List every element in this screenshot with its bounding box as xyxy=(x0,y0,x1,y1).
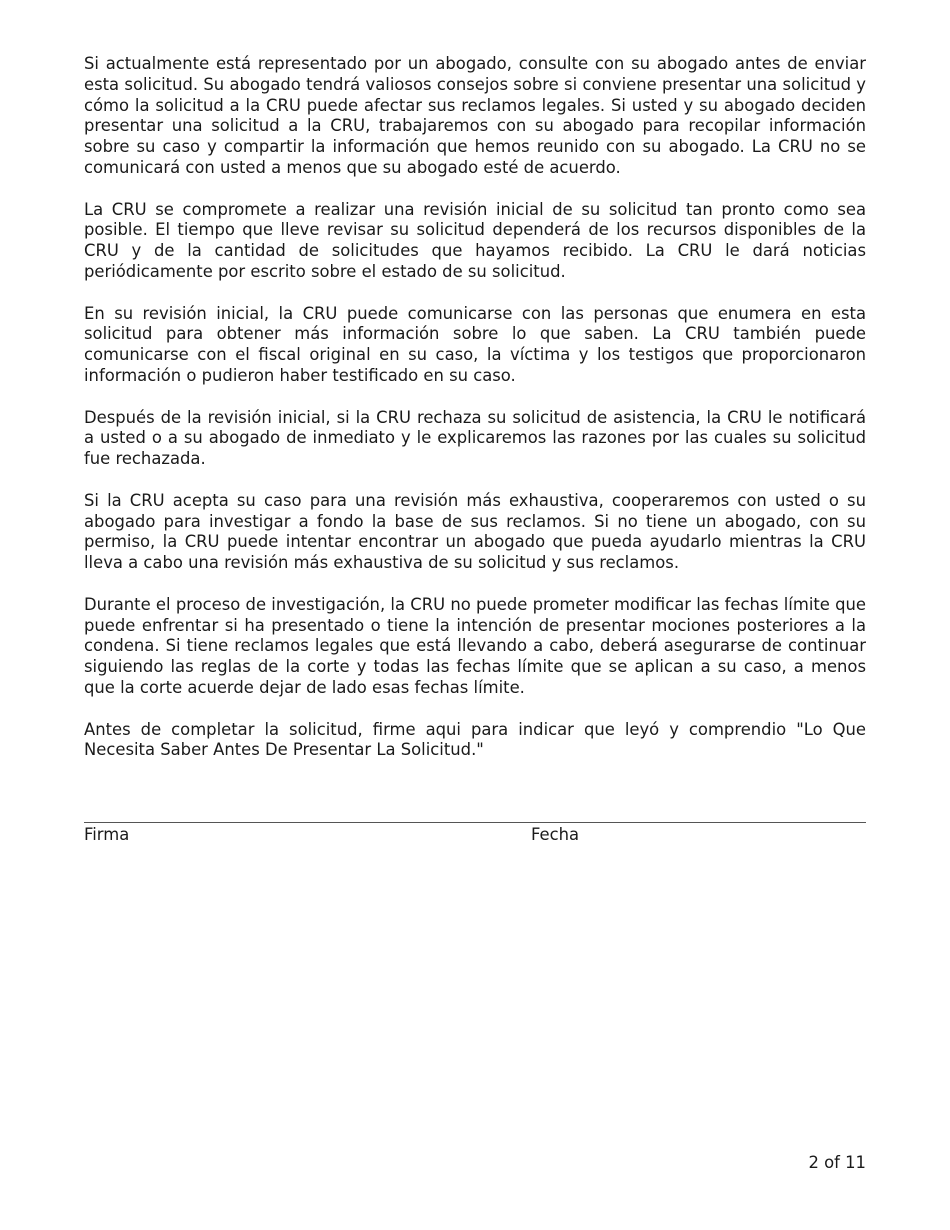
signature-line[interactable] xyxy=(84,822,866,844)
paragraph-attorney-consult: Si actualmente está representado por un abogado, consulte con su abogado antes de enviar esta solicitud. Su abogado tendrá valiosos consejos sobre si conviene presentar una solicitud y cómo la solicitud a la CRU puede afectar sus reclamos legales. Si usted y su abogado deciden presentar una solicitud a la CRU, trabajaremos con su abogado para recopilar información sobre su caso y compartir la información que hemos reunido con su abogado. La CRU no se comunicará con usted a menos que su abogado esté de acuerdo. xyxy=(84,54,866,177)
document-body xyxy=(84,54,866,782)
paragraph-sign-instruction: Antes de completar la solicitud, firme aqui para indicar que leyó y comprendio "Lo Que Necesita Saber Antes De Presentar La Solicitud." xyxy=(84,719,866,760)
date-label: Fecha xyxy=(531,825,580,844)
paragraph-acceptance: Si la CRU acepta su caso para una revisión más exhaustiva, cooperaremos con usted o su abogado para investigar a fondo la base de sus reclamos. Si no tiene un abogado, con su permiso, la CRU puede intentar encontrar un abogado que pueda ayudarlo mientras la CRU lleva a cabo una revisión más exhaustiva de su solicitud y sus reclamos. xyxy=(84,490,866,573)
page-number: 2 of 11 xyxy=(808,1153,866,1172)
signature-label: Firma xyxy=(84,825,130,844)
paragraph-initial-review: La CRU se compromete a realizar una revisión inicial de su solicitud tan pronto como sea posible. El tiempo que lleve revisar su solicitud dependerá de los recursos disponibles de la CRU y de la cantidad de solicitudes que hayamos recibido. La CRU le dará noticias periódicamente por escrito sobre el estado de su solicitud. xyxy=(84,199,866,281)
paragraph-contacts: En su revisión inicial, la CRU puede comunicarse con las personas que enumera en esta solicitud para obtener más información sobre lo que saben. La CRU también puede comunicarse con el fiscal original en su caso, la víctima y los testigos que proporcionaron información o pudieron haber testificado en su caso. xyxy=(84,303,866,385)
paragraph-rejection: Después de la revisión inicial, si la CRU rechaza su solicitud de asistencia, la CRU le notificará a usted o a su abogado de inmediato y le explicaremos las razones por las cuales su solicitud fue rechazada. xyxy=(84,407,866,469)
paragraph-deadlines: Durante el proceso de investigación, la CRU no puede prometer modificar las fechas límite que puede enfrentar si ha presentado o tiene la intención de presentar mociones posteriores a la condena. Si tiene reclamos legales que está llevando a cabo, deberá asegurarse de continuar siguiendo las reglas de la corte y todas las fechas límite que se aplican a su caso, a menos que la corte acuerde dejar de lado esas fechas límite. xyxy=(84,594,866,697)
